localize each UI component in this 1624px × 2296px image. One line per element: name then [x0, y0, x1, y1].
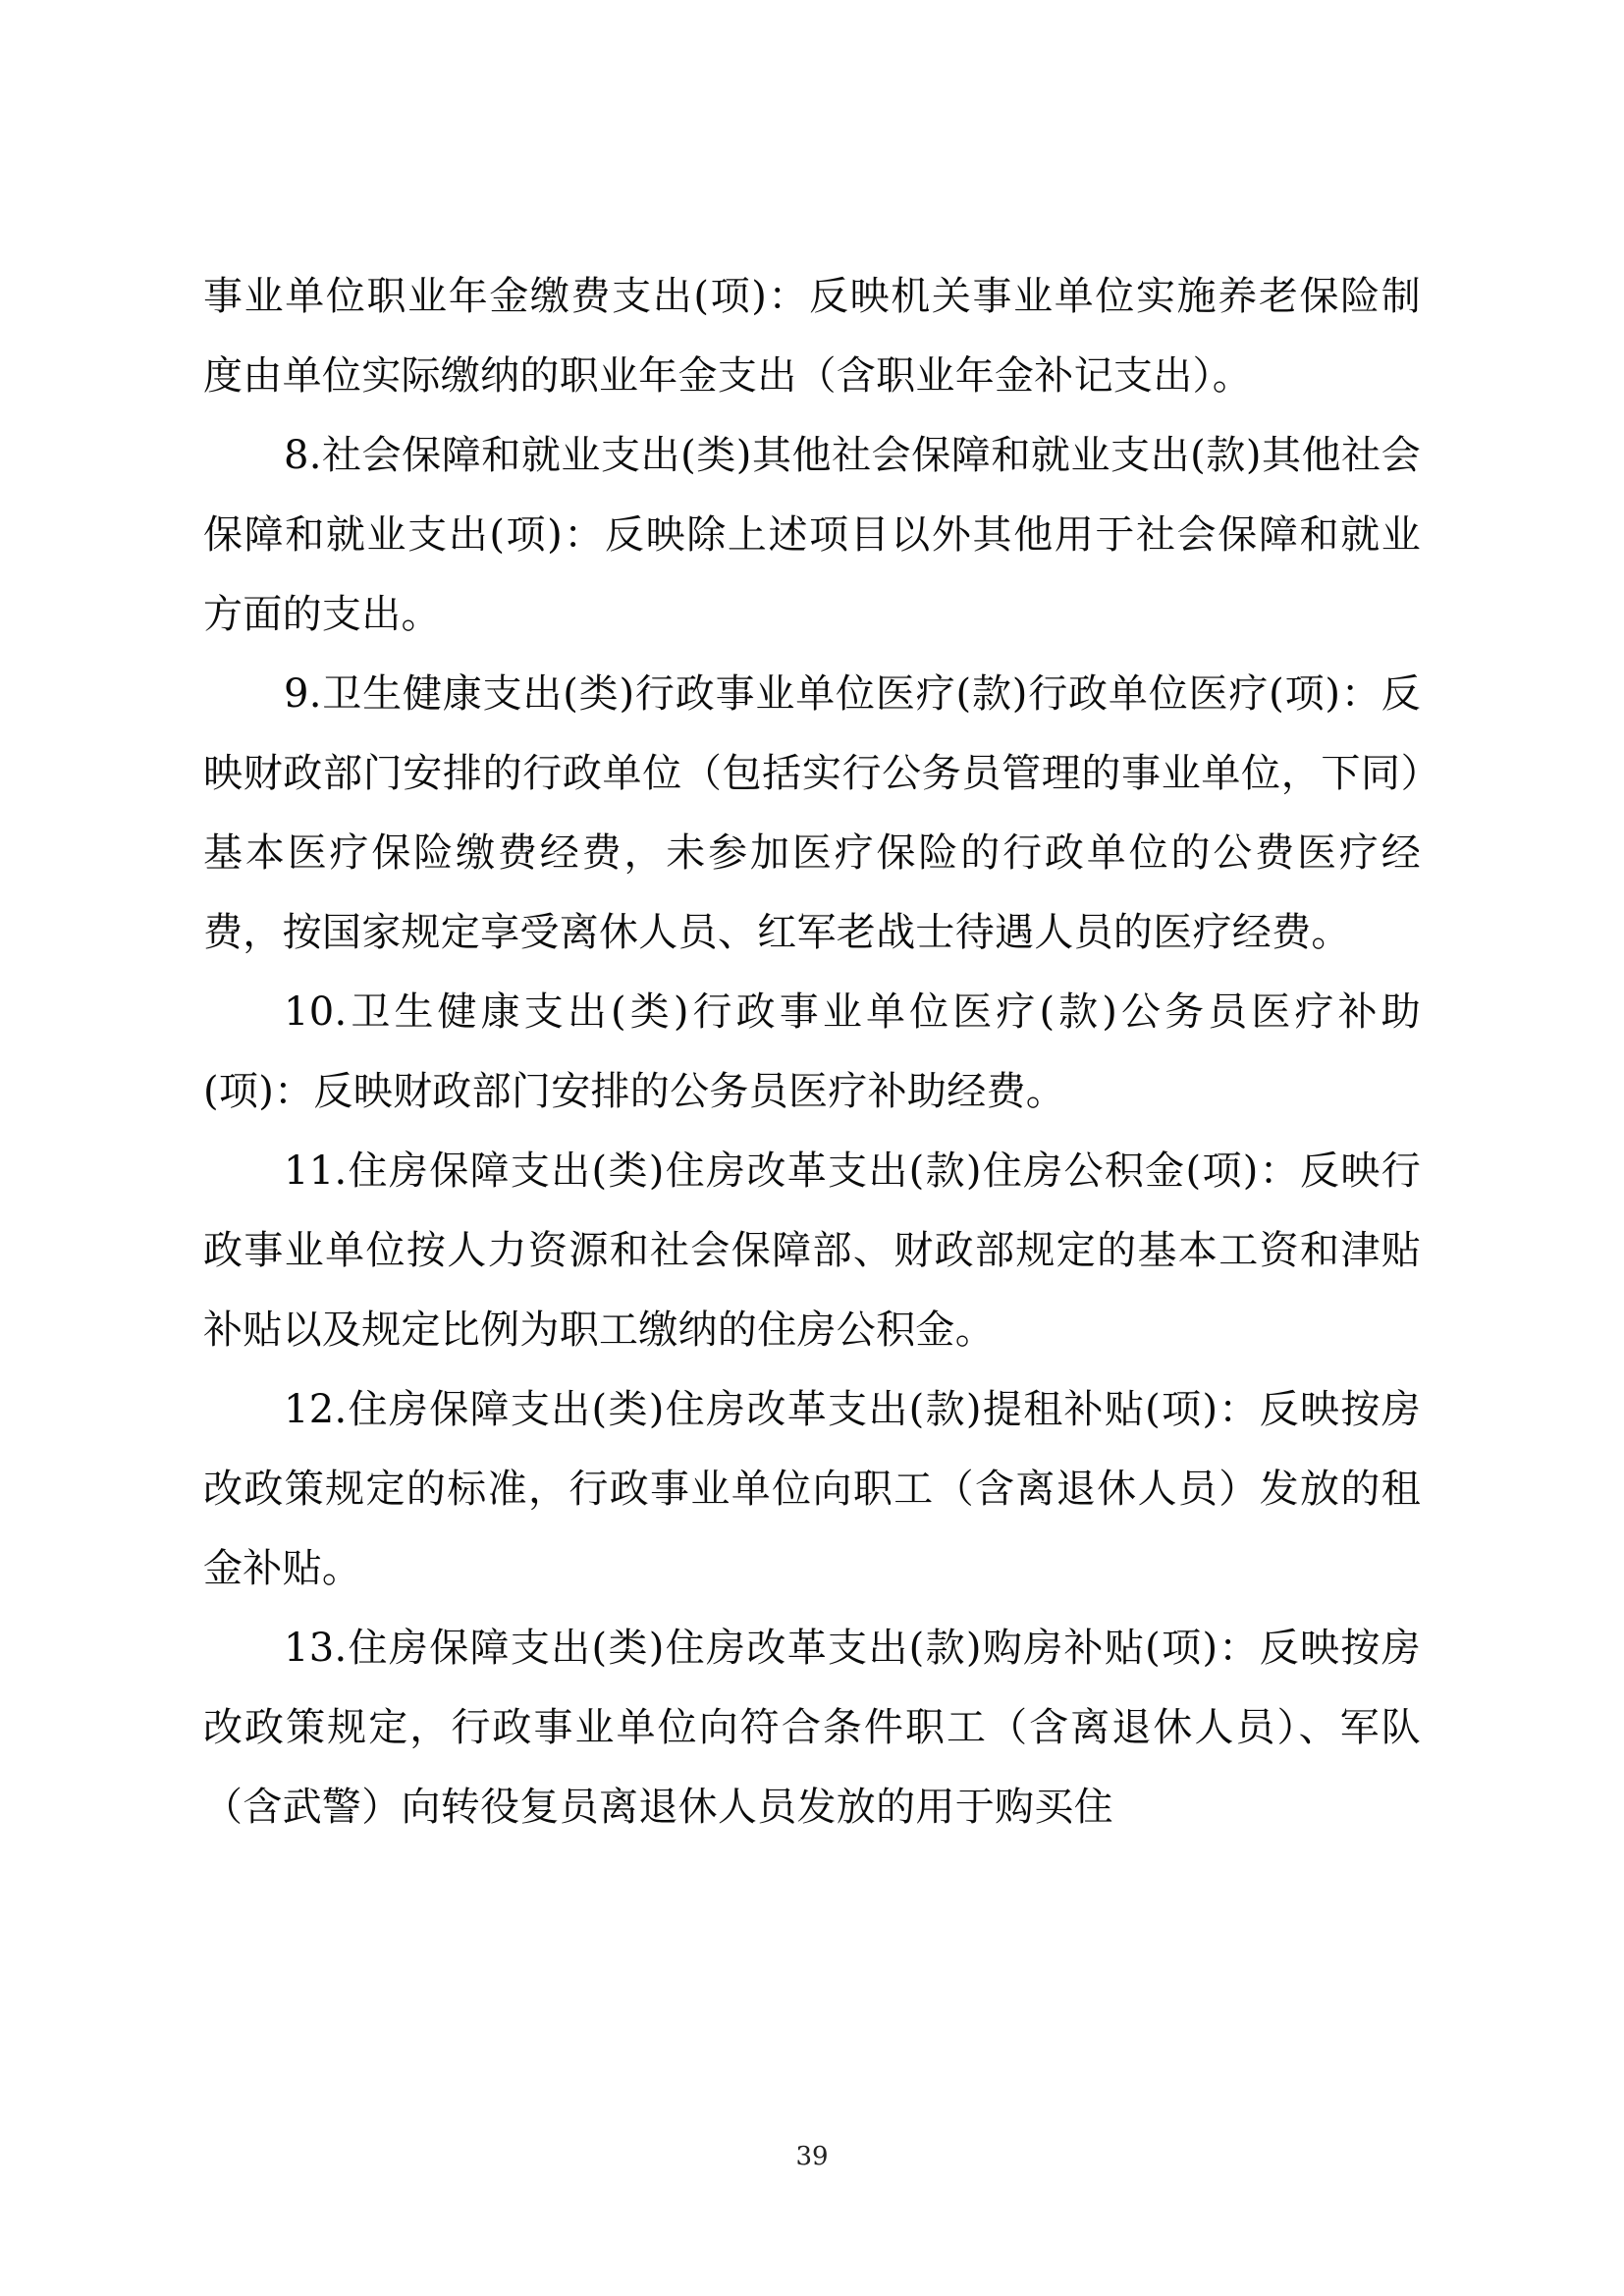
paragraph: 事业单位职业年金缴费支出(项)：反映机关事业单位实施养老保险制度由单位实际缴纳的职业年金支出（含职业年金补记支出）。 [203, 274, 1421, 399]
paragraph: 11.住房保障支出(类)住房改革支出(款)住房公积金(项)：反映行政事业单位按人力资源和社会保障部、财政部规定的基本工资和津贴补贴以及规定比例为职工缴纳的住房公积金。 [203, 1148, 1421, 1353]
page-body [203, 257, 1421, 1847]
paragraph: 9.卫生健康支出(类)行政事业单位医疗(款)行政单位医疗(项)：反映财政部门安排的行政单位（包括实行公务员管理的事业单位，下同）基本医疗保险缴费经费，未参加医疗保险的行政单位的公费医疗经费，按国家规定享受离休人员、红军老战士待遇人员的医疗经费。 [203, 671, 1421, 955]
paragraph: 13.住房保障支出(类)住房改革支出(款)购房补贴(项)：反映按房改政策规定，行政事业单位向符合条件职工（含离退休人员）、军队（含武警）向转役复员离退休人员发放的用于购买住 [203, 1626, 1421, 1830]
page-number: 39 [795, 2142, 829, 2171]
paragraph: 8.社会保障和就业支出(类)其他社会保障和就业支出(款)其他社会保障和就业支出(项)：反映除上述项目以外其他用于社会保障和就业方面的支出。 [203, 433, 1421, 637]
paragraph: 12.住房保障支出(类)住房改革支出(款)提租补贴(项)：反映按房改政策规定的标准，行政事业单位向职工（含离退休人员）发放的租金补贴。 [203, 1387, 1421, 1591]
paragraph: 10.卫生健康支出(类)行政事业单位医疗(款)公务员医疗补助(项)：反映财政部门安排的公务员医疗补助经费。 [203, 989, 1421, 1114]
